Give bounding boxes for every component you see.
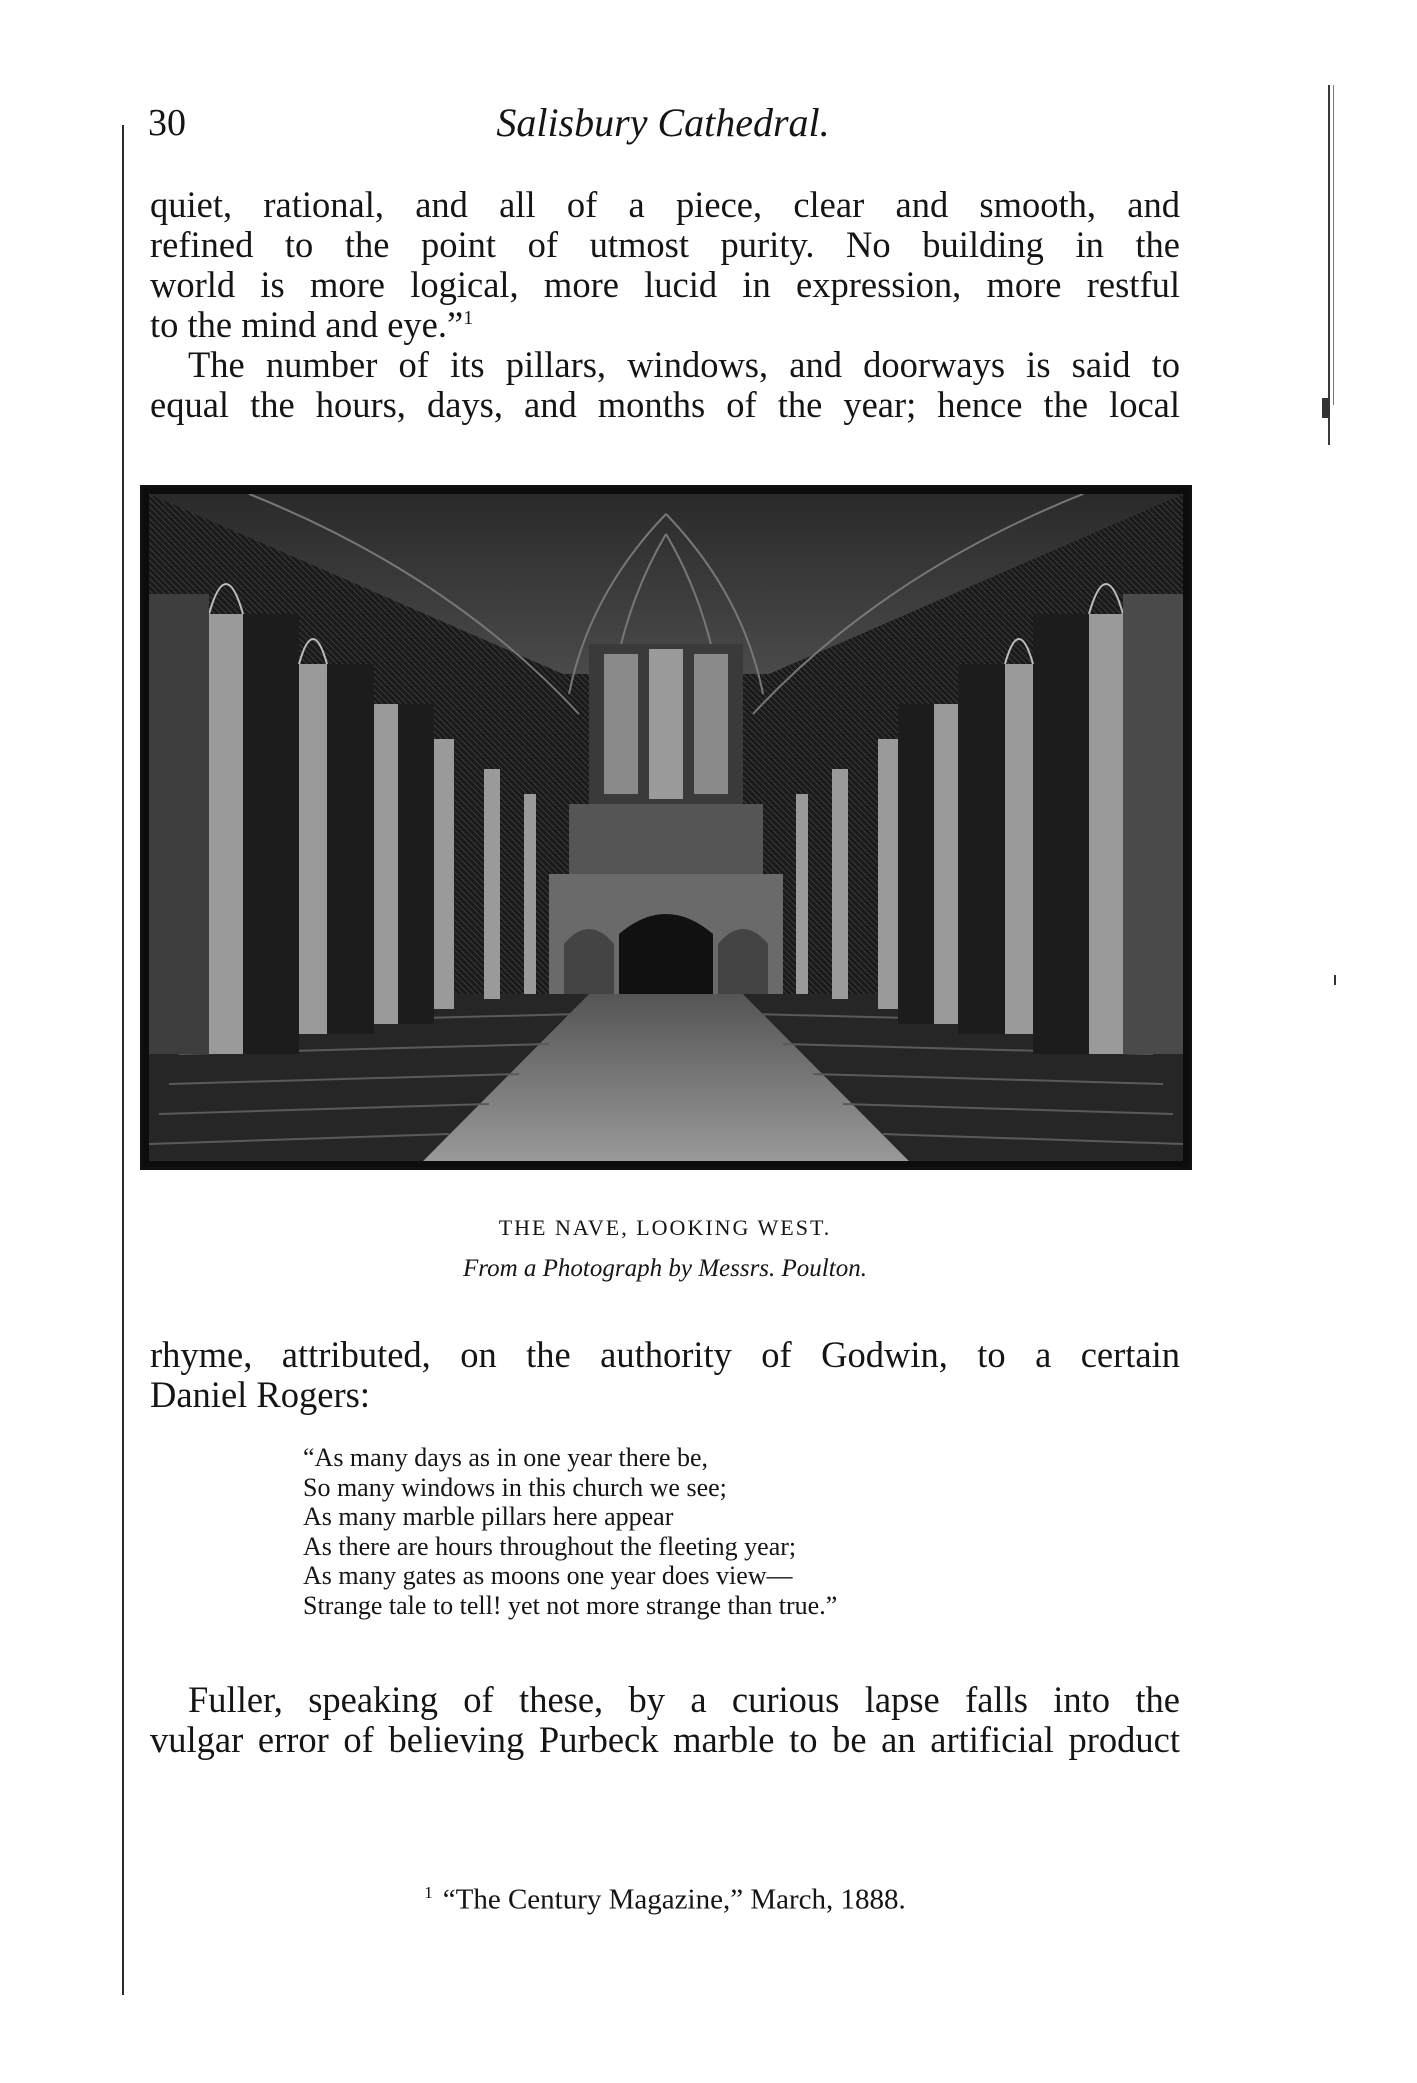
- page-number: 30: [148, 102, 186, 144]
- text-line: equal the hours, days, and months of the year; hence the local: [150, 384, 1180, 425]
- poem-quote: [303, 1443, 1063, 1620]
- right-margin-rule-thin: [1333, 85, 1334, 405]
- scan-speck: [1322, 398, 1330, 418]
- right-margin-rule: [1328, 85, 1330, 445]
- text-line: refined to the point of utmost purity. No building in the: [150, 224, 1180, 265]
- text-line: [150, 305, 1180, 345]
- paragraph-rhyme-intro: [150, 345, 1180, 425]
- footnote-mark: 1: [424, 1883, 433, 1902]
- paragraph-bottom: [150, 1680, 1180, 1760]
- footnote: [150, 1883, 1180, 1917]
- text-line: The number of its pillars, windows, and doorways is said to: [188, 344, 1180, 385]
- figure-caption: THE NAVE, LOOKING WEST.: [498, 1215, 832, 1240]
- text-line: rhyme, attributed, on the authority of Godwin, to a certain: [150, 1334, 1180, 1375]
- poem-verse: Strange tale to tell! yet not more strange than true.”: [303, 1590, 838, 1620]
- text-line-content: to the mind and eye.”: [150, 304, 464, 345]
- text-line: Daniel Rogers:: [150, 1374, 370, 1415]
- footnote-text: “The Century Magazine,” March, 1888.: [442, 1883, 906, 1916]
- text-line: world is more logical, more lucid in expression, more restful: [150, 264, 1180, 305]
- poem-verse: “As many days as in one year there be,: [303, 1443, 709, 1472]
- page-header: [148, 95, 1178, 155]
- text-line: Fuller, speaking of these, by a curious lapse falls into the: [188, 1679, 1180, 1720]
- figure-credit: From a Photograph by Messrs. Poulton.: [463, 1255, 867, 1282]
- poem-verse: So many windows in this church we see;: [303, 1472, 727, 1502]
- scan-speck: [1334, 975, 1336, 985]
- running-title: Salisbury Cathedral.: [496, 100, 830, 145]
- poem-verse: As many marble pillars here appear: [303, 1502, 674, 1531]
- nave-photograph: [140, 485, 1192, 1170]
- left-margin-rule: [122, 125, 124, 1995]
- paragraph-top: [150, 185, 1180, 345]
- poem-verse: As many gates as moons one year does view—: [303, 1561, 793, 1590]
- text-line: vulgar error of believing Purbeck marble to be an artificial product: [150, 1719, 1180, 1760]
- text-line: quiet, rational, and all of a piece, clear and smooth, and: [150, 184, 1180, 225]
- footnote-reference: 1: [463, 306, 474, 329]
- poem-verse: As there are hours throughout the fleeting year;: [303, 1531, 797, 1561]
- paragraph-continued: [150, 1335, 1180, 1415]
- nave-illustration: [149, 494, 1183, 1161]
